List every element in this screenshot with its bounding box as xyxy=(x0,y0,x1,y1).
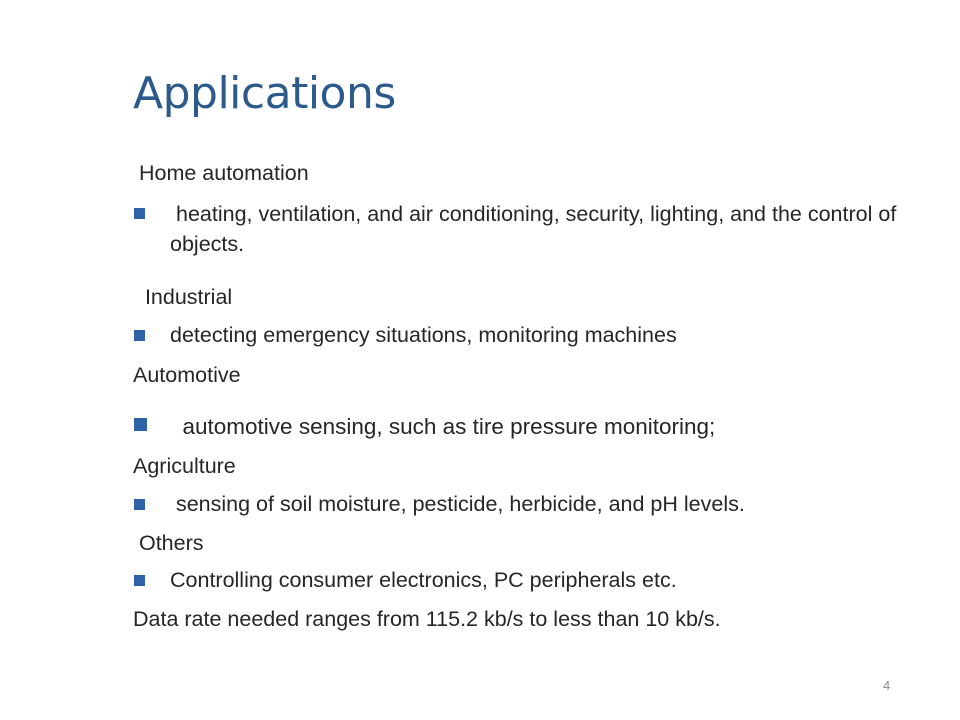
section-heading-automotive: Automotive xyxy=(133,363,241,387)
square-bullet-icon xyxy=(134,208,145,219)
section-heading-home-automation: Home automation xyxy=(133,161,309,185)
section-heading-others: Others xyxy=(133,531,204,555)
section-item-home-automation: heating, ventilation, and air conditioning, security, lighting, and the control of objects. xyxy=(170,202,903,256)
square-bullet-icon xyxy=(134,499,145,510)
section-item-automotive: automotive sensing, such as tire pressure monitoring; xyxy=(170,414,716,439)
slide-title: Applications xyxy=(133,68,396,119)
section-item-agriculture: sensing of soil moisture, pesticide, herbicide, and pH levels. xyxy=(170,492,745,516)
section-item-industrial: detecting emergency situations, monitoring machines xyxy=(170,323,677,347)
square-bullet-icon xyxy=(134,575,145,586)
page-number: 4 xyxy=(883,678,891,693)
section-item-others: Controlling consumer electronics, PC peripherals etc. xyxy=(170,568,677,592)
section-heading-industrial: Industrial xyxy=(133,285,233,309)
data-rate-note: Data rate needed ranges from 115.2 kb/s to less than 10 kb/s. xyxy=(133,607,721,631)
square-bullet-icon xyxy=(134,330,145,341)
section-heading-agriculture: Agriculture xyxy=(133,454,236,478)
square-bullet-icon xyxy=(134,418,147,431)
